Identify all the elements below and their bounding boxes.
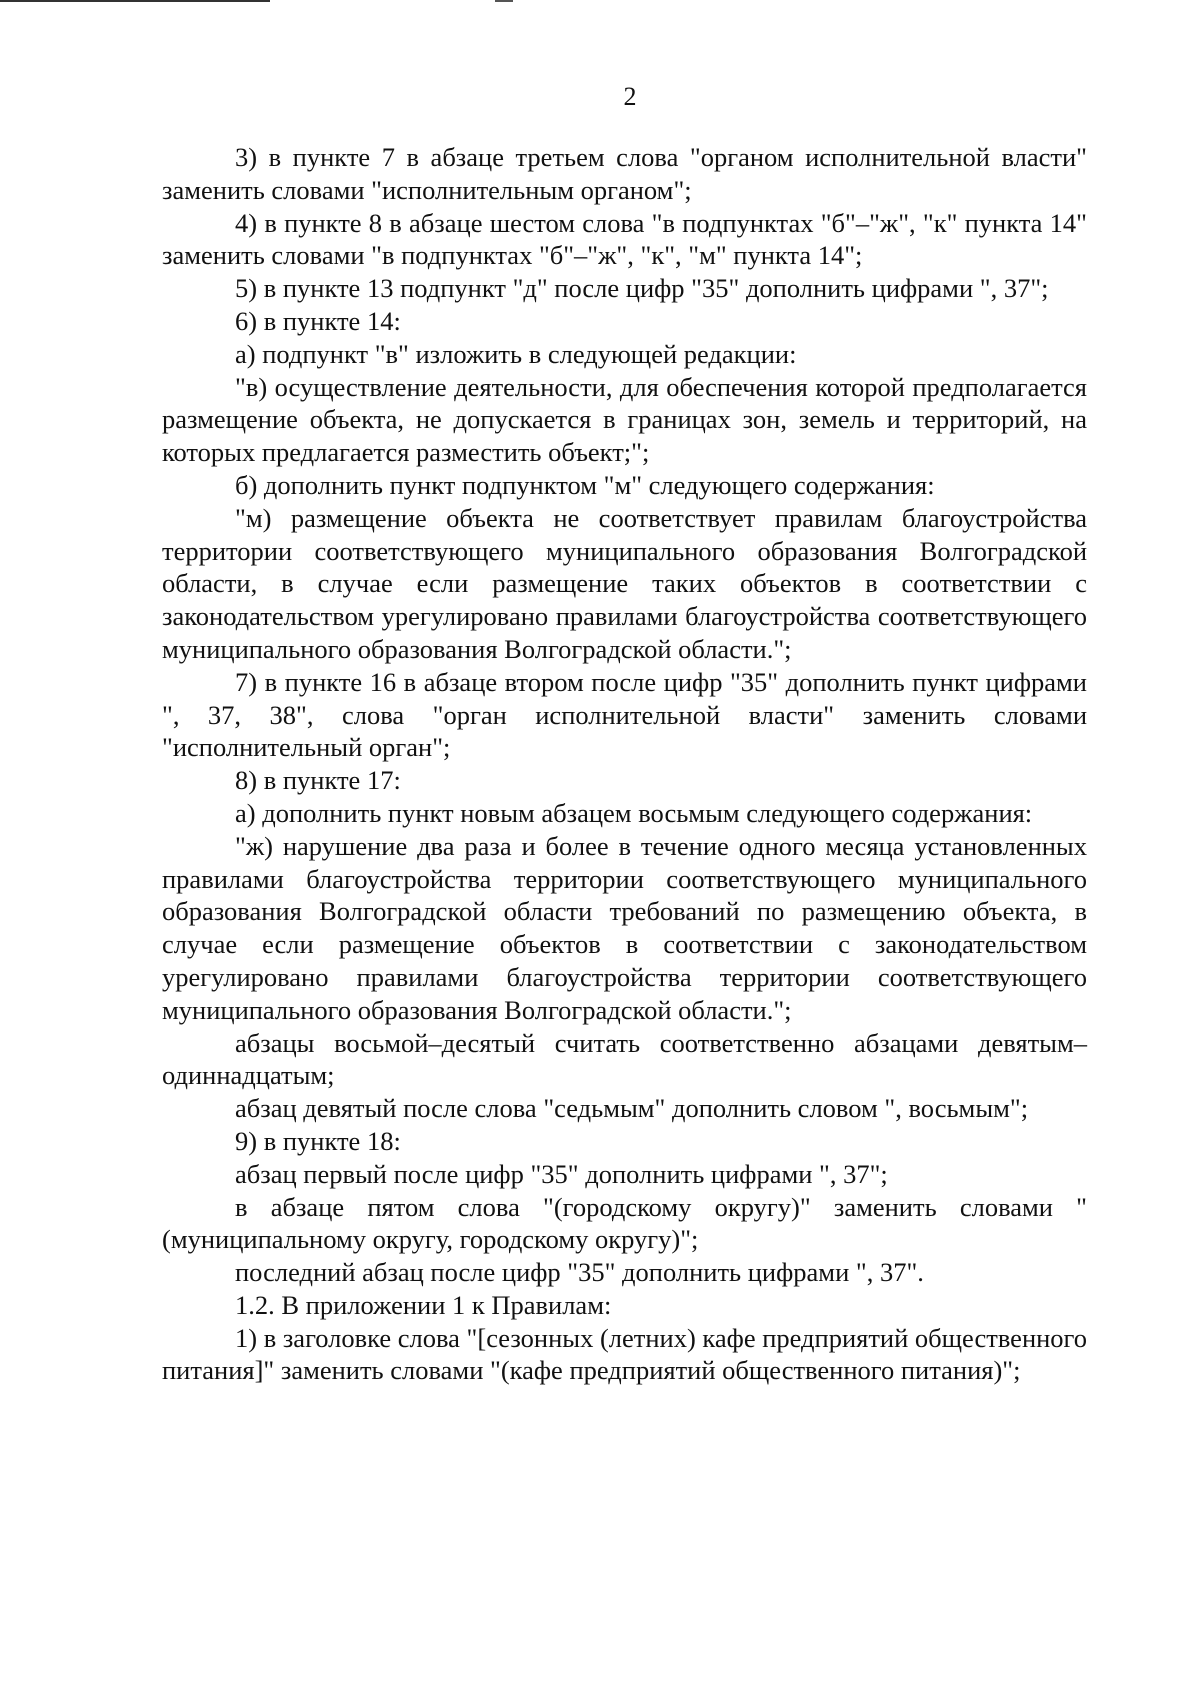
scan-top-edge-line bbox=[0, 0, 270, 2]
paragraph-quote-zh: "ж) нарушение два раза и более в течение одного месяца установленных правилами благоустройства территории соответствующего муниципального образования Волгоградской области требований по размещению объекта, в случае если размещение объектов в соответствии с законодательством урегулировано правилами благоустройства территории соответствующего муниципального образования Волгоградской области."; bbox=[162, 830, 1087, 1025]
paragraph-renumber-abzats: абзацы восьмой–десятый считать соответственно абзацами девятым–одиннадцатым; bbox=[162, 1027, 1087, 1091]
paragraph-item-5: 5) в пункте 13 подпункт "д" после цифр "35" дополнить цифрами ", 37"; bbox=[235, 273, 1049, 304]
paragraph-abzats-last: последний абзац после цифр "35" дополнить цифрами ", 37". bbox=[235, 1257, 924, 1288]
paragraph-abzats-fifth: в абзаце пятом слова "(городскому округу)" заменить словами "(муниципальному округу, городскому округу)"; bbox=[162, 1191, 1087, 1255]
paragraph-subitem-6b: б) дополнить пункт подпунктом "м" следующего содержания: bbox=[235, 469, 935, 500]
paragraph-item-9: 9) в пункте 18: bbox=[235, 1125, 401, 1156]
document-body bbox=[162, 141, 1087, 1387]
paragraph-section-1-2: 1.2. В приложении 1 к Правилам: bbox=[235, 1289, 612, 1320]
paragraph-item-6: 6) в пункте 14: bbox=[235, 305, 401, 336]
paragraph-item-3: 3) в пункте 7 в абзаце третьем слова "органом исполнительной власти" заменить словами "исполнительным органом"; bbox=[162, 142, 1087, 205]
paragraph-quote-v: "в) осуществление деятельности, для обеспечения которой предполагается размещение объекта, не допускается в границах зон, земель и территорий, на которых предлагается разместить объект;"; bbox=[162, 371, 1087, 468]
paragraph-abzats-first: абзац первый после цифр "35" дополнить цифрами ", 37"; bbox=[235, 1158, 888, 1189]
paragraph-subitem-8a: а) дополнить пункт новым абзацем восьмым следующего содержания: bbox=[235, 797, 1033, 828]
paragraph-quote-m: "м) размещение объекта не соответствует правилам благоустройства территории соответствующего муниципального образования Волгоградской области, в случае если размещение таких объектов в соответствии с законодательством урегулировано правилами благоустройства соответствующего муниципального образования Волгоградской области."; bbox=[162, 502, 1087, 664]
paragraph-annex-item-1: 1) в заголовке слова "[сезонных (летних) кафе предприятий общественного питания]" заменить словами "(кафе предприятий общественного питания)"; bbox=[162, 1322, 1088, 1386]
paragraph-item-8: 8) в пункте 17: bbox=[235, 765, 401, 796]
paragraph-abzats-ninth: абзац девятый после слова "седьмым" дополнить словом ", восьмым"; bbox=[235, 1093, 1029, 1124]
paragraph-subitem-6a: а) подпункт "в" изложить в следующей редакции: bbox=[235, 338, 797, 369]
paragraph-item-7: 7) в пункте 16 в абзаце втором после цифр "35" дополнить пункт цифрами ", 37, 38", слова "орган исполнительной власти" заменить словами "исполнительный орган"; bbox=[162, 666, 1087, 763]
page-number: 2 bbox=[623, 82, 637, 111]
scan-top-edge-mark bbox=[495, 0, 513, 2]
paragraph-item-4: 4) в пункте 8 в абзаце шестом слова "в подпунктах "б"–"ж", "к" пункта 14" заменить словами "в подпунктах "б"–"ж", "к", "м" пункта 14"; bbox=[162, 207, 1087, 271]
